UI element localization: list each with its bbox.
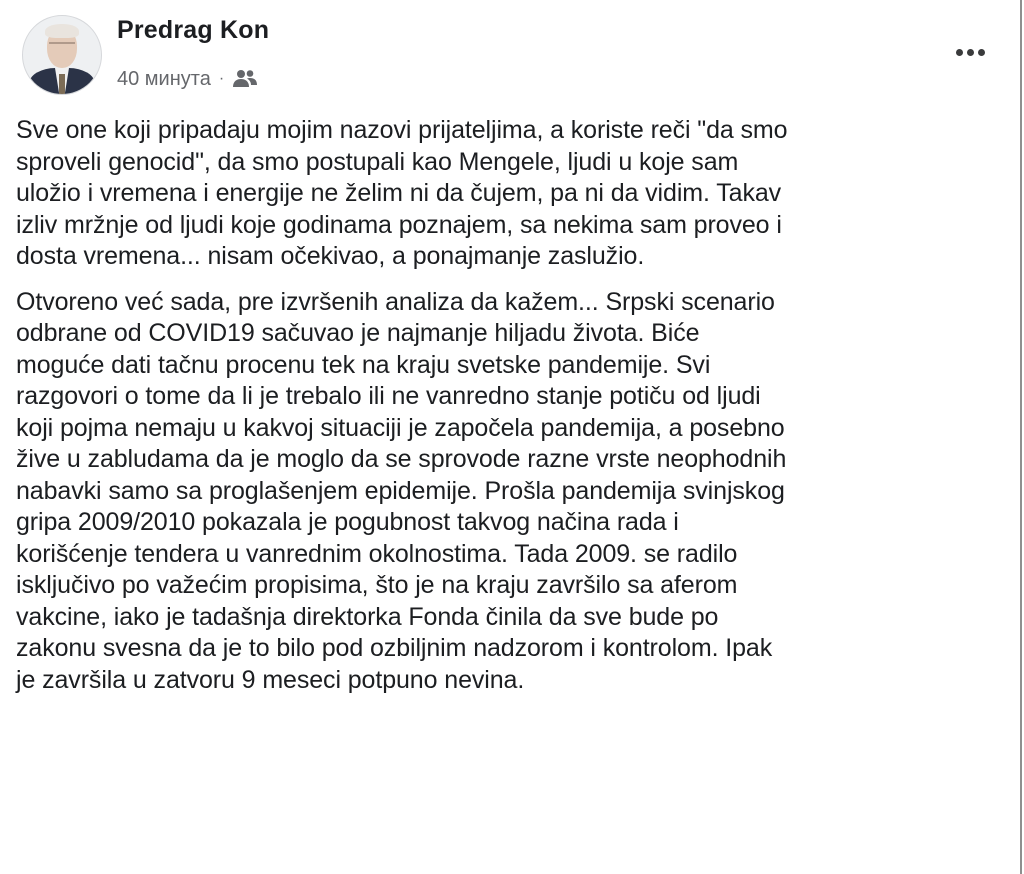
more-horizontal-icon (978, 49, 985, 56)
text-line: sproveli genocid", da smo postupali kao Mengele, ljudi u koje sam (16, 147, 739, 176)
friends-icon[interactable] (232, 69, 258, 89)
text-line: koji pojma nemaju u kakvoj situaciji je započela pandemija, a posebno (16, 413, 785, 442)
text-line: Otvoreno već sada, pre izvršenih analiza da kažem... Srpski scenario (16, 287, 775, 316)
meta-separator: · (218, 70, 225, 87)
text-line: gripa 2009/2010 pokazala je pogubnost takvog načina rada i (16, 508, 679, 536)
avatar-tie (59, 74, 65, 94)
text-line: izliv mržnje od ljudi koje godinama poznajem, sa nekima sam proveo i (16, 210, 782, 239)
text-line: Sve one koji pripadaju mojim nazovi prijateljima, a koriste reči "da smo (16, 116, 788, 144)
text-line: je završila u zatvoru 9 meseci potpuno nevina. (16, 665, 525, 694)
post-header (0, 0, 1019, 110)
avatar-hair (45, 24, 79, 38)
text-line: moguće dati tačnu procenu tek na kraju svetske pandemije. Svi (16, 350, 711, 379)
text-line: dosta vremena... nisam očekivao, a ponajmanje zaslužio. (16, 242, 645, 270)
text-line: razgovori o tome da li je trebalo ili ne vanredno stanje potiču od ljudi (16, 382, 761, 410)
more-options-button[interactable] (950, 38, 990, 66)
post-meta (117, 66, 258, 92)
post-timestamp[interactable]: 40 минута (117, 67, 211, 90)
text-line: zakonu svesna da je to bilo pod ozbiljnim nadzorom i kontrolom. Ipak (16, 634, 773, 662)
text-line: uložio i vremena i energije ne želim ni da čujem, pa ni da vidim. Takav (16, 179, 782, 207)
frame-border (1020, 0, 1022, 874)
avatar-glasses (49, 42, 75, 49)
text-line: korišćenje tendera u vanrednim okolnostima. Tada 2009. se radilo (16, 539, 738, 568)
more-horizontal-icon (967, 49, 974, 56)
text-line: isključivo po važećim propisima, što je na kraju završilo sa aferom (16, 571, 738, 599)
post-paragraph-1 (16, 115, 1006, 273)
post-body (16, 115, 1006, 696)
text-line: žive u zabludama da je moglo da se sprovode razne vrste neophodnih (16, 445, 787, 473)
post-paragraph-2 (16, 287, 1006, 697)
avatar[interactable] (22, 15, 102, 95)
text-line: nabavki samo sa proglašenjem epidemije. Prošla pandemija svinjskog (16, 476, 785, 505)
text-line: odbrane od COVID19 sačuvao je najmanje hiljadu života. Biće (16, 319, 700, 347)
more-horizontal-icon (956, 49, 963, 56)
text-line: vakcine, iako je tadašnja direktorka Fonda činila da sve bude po (16, 602, 719, 631)
author-name[interactable]: Predrag Kon (117, 16, 270, 44)
